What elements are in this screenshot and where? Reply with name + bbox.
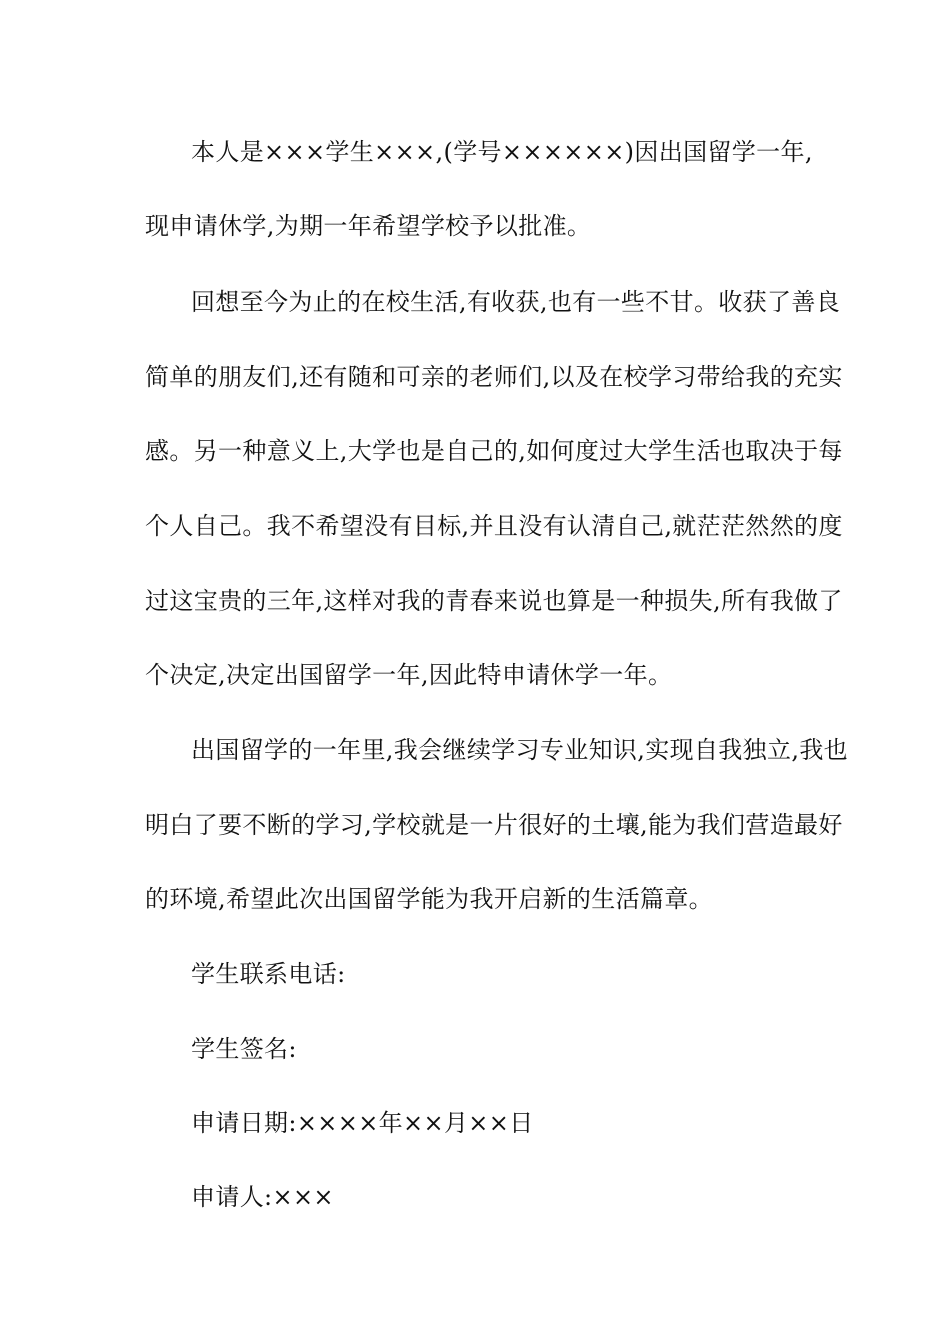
paragraph-2-line-1: 回想至今为止的在校生活,有收获,也有一些不甘。收获了善良	[191, 288, 841, 316]
paragraph-2-line-3: 感。另一种意义上,大学也是自己的,如何度过大学生活也取决于每	[145, 437, 843, 465]
paragraph-2-line-6: 个决定,决定出国留学一年,因此特申请休学一年。	[145, 661, 673, 689]
paragraph-3-line-1: 出国留学的一年里,我会继续学习专业知识,实现自我独立,我也	[191, 736, 849, 764]
paragraph-2-line-2: 简单的朋友们,还有随和可亲的老师们,以及在校学习带给我的充实	[145, 363, 843, 391]
applicant-name: 申请人:×××	[191, 1183, 334, 1211]
student-signature-label: 学生签名:	[191, 1035, 297, 1063]
application-date: 申请日期:××××年××月××日	[191, 1109, 534, 1137]
paragraph-2-line-5: 过这宝贵的三年,这样对我的青春来说也算是一种损失,所有我做了	[145, 587, 843, 615]
paragraph-3-line-3: 的环境,希望此次出国留学能为我开启新的生活篇章。	[145, 885, 714, 913]
paragraph-1-line-2: 现申请休学,为期一年希望学校予以批准。	[145, 212, 592, 240]
student-phone-label: 学生联系电话:	[191, 960, 346, 988]
paragraph-1-line-1: 本人是×××学生×××,(学号××××××)因出国留学一年,	[191, 138, 813, 166]
paragraph-3-line-2: 明白了要不断的学习,学校就是一片很好的土壤,能为我们营造最好	[145, 811, 843, 839]
paragraph-2-line-4: 个人自己。我不希望没有目标,并且没有认清自己,就茫茫然然的度	[145, 512, 843, 540]
